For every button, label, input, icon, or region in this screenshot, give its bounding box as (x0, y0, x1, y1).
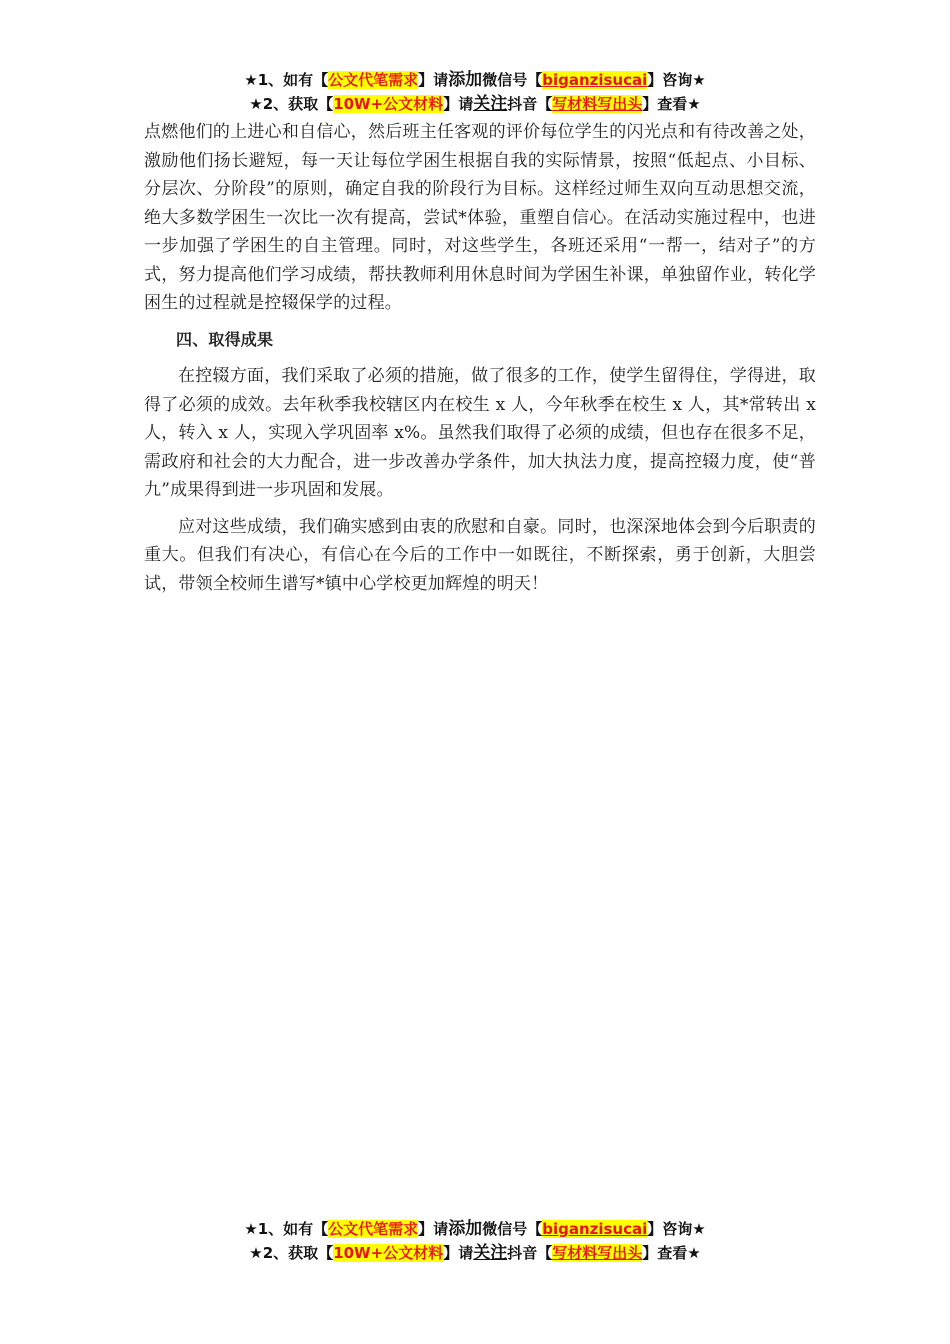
banner-line-1 (0, 1217, 950, 1241)
banner-text: 微信号【 (482, 1220, 543, 1238)
highlight-materials: 10W+公文材料 (333, 1244, 444, 1262)
banner-text: 】请 (418, 71, 449, 89)
banner-text: ★2、获取【 (249, 1244, 334, 1262)
banner-text: 抖音【 (507, 1244, 553, 1262)
banner-text: 】请 (443, 95, 474, 113)
banner-text: ★1、如有【 (244, 1220, 329, 1238)
header-banner (0, 68, 950, 116)
banner-text: 】请 (443, 1244, 474, 1262)
paragraph-conclusion: 应对这些成绩，我们确实感到由衷的欣慰和自豪。同时，也深深地体会到今后职责的重大。但我们有决心，有信心在今后的工作中一如既往，不断探索，勇于创新，大胆尝试，带领全校师生谱写*镇中心学校更加辉煌的明天！ (144, 516, 816, 594)
banner-text: 】查看★ (642, 95, 701, 113)
document-body (144, 118, 816, 606)
highlight-service: 公文代笔需求 (328, 71, 419, 89)
banner-text: 】咨询★ (647, 71, 706, 89)
highlight-materials: 10W+公文材料 (333, 95, 444, 113)
banner-line-2 (0, 92, 950, 116)
banner-emphasis: 添加 (448, 1219, 483, 1239)
banner-line-2 (0, 1241, 950, 1265)
banner-text: ★2、获取【 (249, 95, 334, 113)
douyin-account-link[interactable]: 写材料写出头 (552, 95, 643, 113)
highlight-service: 公文代笔需求 (328, 1220, 419, 1238)
paragraph-results: 在控辍方面，我们采取了必须的措施，做了很多的工作，使学生留得住，学得进，取得了必须的成效。去年秋季我校辖区内在校生 x 人，今年秋季在校生 x 人，其*常转出 x 人，转入 x 人，实现入学巩固率 x%。虽然我们取得了必须的成绩，但也存在很多不足，需政府和社会的大力配合，进一步改善办学条件，加大执法力度，提高控辍力度，使“普九”成果得到进一步巩固和发展。 (144, 366, 816, 500)
banner-text: 】咨询★ (647, 1220, 706, 1238)
banner-emphasis: 关注 (473, 1243, 508, 1263)
section-heading: 四、取得成果 (176, 329, 274, 349)
wechat-id-link[interactable]: biganzisucai (542, 1220, 648, 1238)
banner-text: 微信号【 (482, 71, 543, 89)
banner-text: 抖音【 (507, 95, 553, 113)
banner-text: ★1、如有【 (244, 71, 329, 89)
banner-line-1 (0, 68, 950, 92)
douyin-account-link[interactable]: 写材料写出头 (552, 1244, 643, 1262)
banner-emphasis: 添加 (448, 70, 483, 90)
banner-emphasis: 关注 (473, 94, 508, 114)
banner-text: 】查看★ (642, 1244, 701, 1262)
wechat-id-link[interactable]: biganzisucai (542, 71, 648, 89)
banner-text: 】请 (418, 1220, 449, 1238)
paragraph-continuation: 点燃他们的上进心和自信心，然后班主任客观的评价每位学生的闪光点和有待改善之处，激励他们扬长避短，每一天让每位学困生根据自我的实际情景，按照“低起点、小目标、分层次、分阶段”的原则，确定自我的阶段行为目标。这样经过师生双向互动思想交流，绝大多数学困生一次比一次有提高，尝试*体验，重塑自信心。在活动实施过程中，也进一步加强了学困生的自主管理。同时，对这些学生，各班还采用“一帮一，结对子”的方式，努力提高他们学习成绩，帮扶教师利用休息时间为学困生补课，单独留作业，转化学困生的过程就是控辍保学的过程。 (144, 122, 816, 313)
footer-banner (0, 1217, 950, 1265)
